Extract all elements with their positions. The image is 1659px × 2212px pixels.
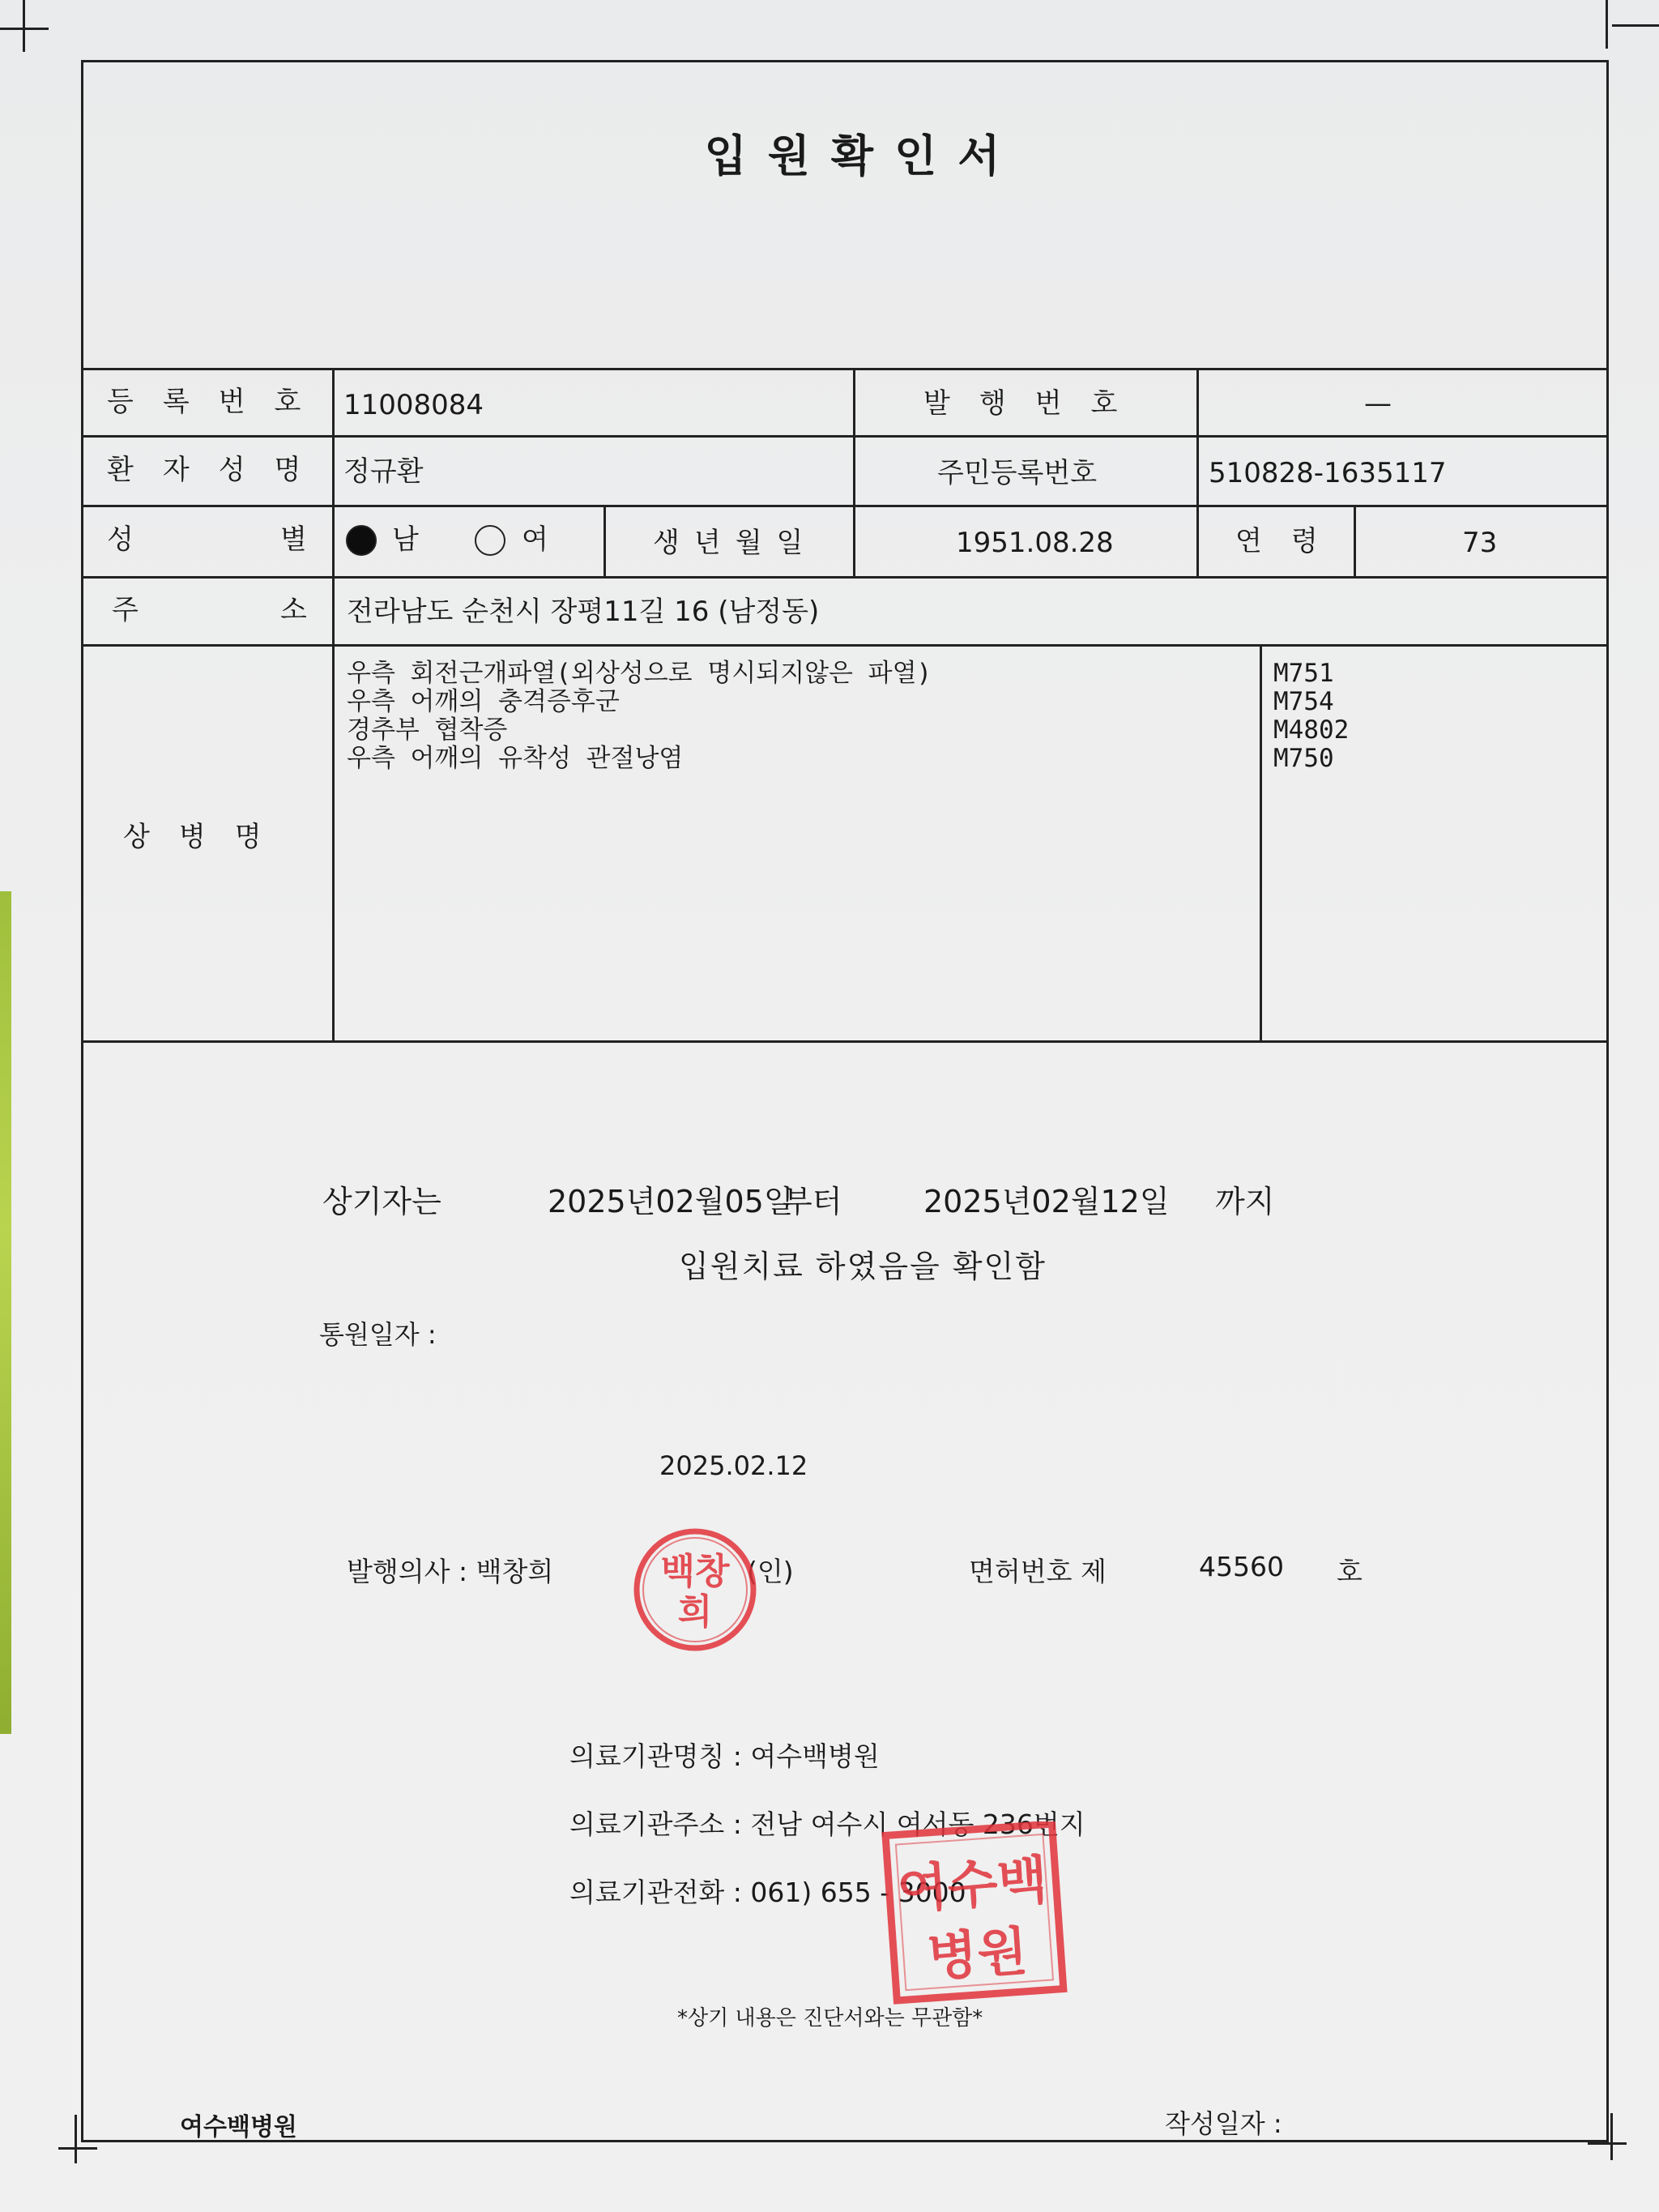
- table-divider: [1196, 368, 1199, 577]
- admission-start-date: 2025년02월05일: [548, 1184, 794, 1219]
- hospital-seal-stamp: [880, 1821, 1069, 2005]
- document-title: 입원확인서: [704, 130, 1021, 181]
- diagnosis-code: M754: [1273, 687, 1334, 716]
- table-rule: [83, 505, 1609, 507]
- crop-mark-top-right-h: [1612, 24, 1659, 27]
- diagnosis-label: 상병명: [123, 821, 291, 853]
- issue-number-value: —: [1364, 387, 1392, 420]
- gender-label-left: 성: [107, 523, 134, 556]
- table-divider: [603, 505, 606, 577]
- license-suffix: 호: [1337, 1556, 1363, 1587]
- gender-female-radio[interactable]: [475, 525, 505, 556]
- crop-mark-bottom-right-h: [1588, 2142, 1627, 2145]
- crop-mark-bottom-right: [1610, 2113, 1613, 2160]
- footer-hospital-name: 여수백병원: [180, 2113, 297, 2142]
- statement-confirmation: 입원치료 하였음을 확인함: [679, 1249, 1047, 1284]
- institution-phone: 의료기관전화 : 061) 655 - 3000: [569, 1877, 966, 1908]
- statement-from-word: 부터: [783, 1184, 842, 1219]
- footer-written-date-label: 작성일자 :: [1165, 2108, 1282, 2139]
- doctor-seal-stamp: [630, 1525, 760, 1655]
- table-divider: [853, 368, 855, 577]
- birth-date-value: 1951.08.28: [956, 527, 1114, 559]
- outpatient-date-label: 통원일자 :: [319, 1319, 437, 1350]
- diagnosis-code: M751: [1273, 659, 1334, 688]
- admission-end-date: 2025년02월12일: [923, 1184, 1170, 1219]
- svg-text:백창: 백창: [660, 1551, 730, 1592]
- svg-text:희: 희: [677, 1591, 713, 1633]
- gender-male-radio[interactable]: [346, 525, 377, 556]
- statement-to-word: 까지: [1215, 1184, 1275, 1219]
- crop-mark-top-left-h: [0, 28, 49, 30]
- address-label-right: 소: [280, 594, 307, 626]
- birth-date-label: 생년월일: [653, 527, 818, 559]
- table-rule: [83, 576, 1609, 579]
- diagnosis-code: M4802: [1273, 715, 1350, 745]
- diagnosis-name: 경추부 협착증: [347, 715, 508, 745]
- resident-number-label: 주민등록번호: [937, 457, 1098, 489]
- background-edge: [0, 891, 11, 1734]
- gender-female-label: 여: [522, 523, 548, 556]
- issue-number-label: 발행번호: [923, 387, 1147, 420]
- issuing-doctor: 발행의사 : 백창희: [347, 1556, 554, 1587]
- diagnosis-name: 우측 어깨의 유착성 관절낭염: [347, 744, 684, 773]
- gender-male-label: 남: [392, 523, 419, 556]
- license-label: 면허번호 제: [969, 1556, 1107, 1587]
- address-value: 전라남도 순천시 장평11길 16 (남정동): [347, 596, 820, 628]
- doctor-seal-mark: (인): [747, 1556, 794, 1587]
- diagnosis-code: M750: [1273, 744, 1334, 773]
- table-divider: [332, 368, 335, 1042]
- gender-label-right: 별: [280, 523, 307, 556]
- table-rule: [83, 644, 1609, 647]
- address-label-left: 주: [112, 594, 139, 626]
- age-value: 73: [1462, 527, 1498, 559]
- statement-subject: 상기자는: [322, 1184, 441, 1219]
- institution-address: 의료기관주소 : 전남 여수시 여서동 236번지: [569, 1808, 1085, 1840]
- svg-text:여수백: 여수백: [895, 1850, 1050, 1921]
- crop-mark-bottom-left: [75, 2115, 77, 2163]
- resident-number-value: 510828-1635117: [1209, 457, 1447, 489]
- license-number: 45560: [1199, 1551, 1284, 1582]
- crop-mark-top-right: [1606, 0, 1608, 49]
- age-label: 연령: [1235, 525, 1347, 557]
- patient-name-value: 정규환: [343, 455, 424, 488]
- registration-number-value: 11008084: [343, 389, 484, 421]
- patient-name-label: 환자성명: [107, 454, 331, 486]
- crop-mark-top-left: [23, 0, 25, 52]
- issue-date: 2025.02.12: [659, 1450, 808, 1481]
- table-rule: [83, 435, 1609, 438]
- institution-name: 의료기관명칭 : 여수백병원: [569, 1740, 880, 1772]
- diagnosis-name: 우측 어깨의 충격증후군: [347, 687, 620, 716]
- diagnosis-name: 우측 회전근개파열(외상성으로 명시되지않은 파열): [347, 659, 932, 688]
- crop-mark-bottom-left-h: [58, 2147, 97, 2150]
- table-rule: [83, 1040, 1609, 1043]
- svg-text:병원: 병원: [925, 1921, 1030, 1989]
- table-rule: [83, 368, 1609, 370]
- table-divider: [1354, 505, 1356, 577]
- table-divider: [1260, 644, 1262, 1041]
- disclaimer-note: *상기 내용은 진단서와는 무관함*: [677, 2006, 983, 2031]
- registration-number-label: 등록번호: [107, 386, 331, 418]
